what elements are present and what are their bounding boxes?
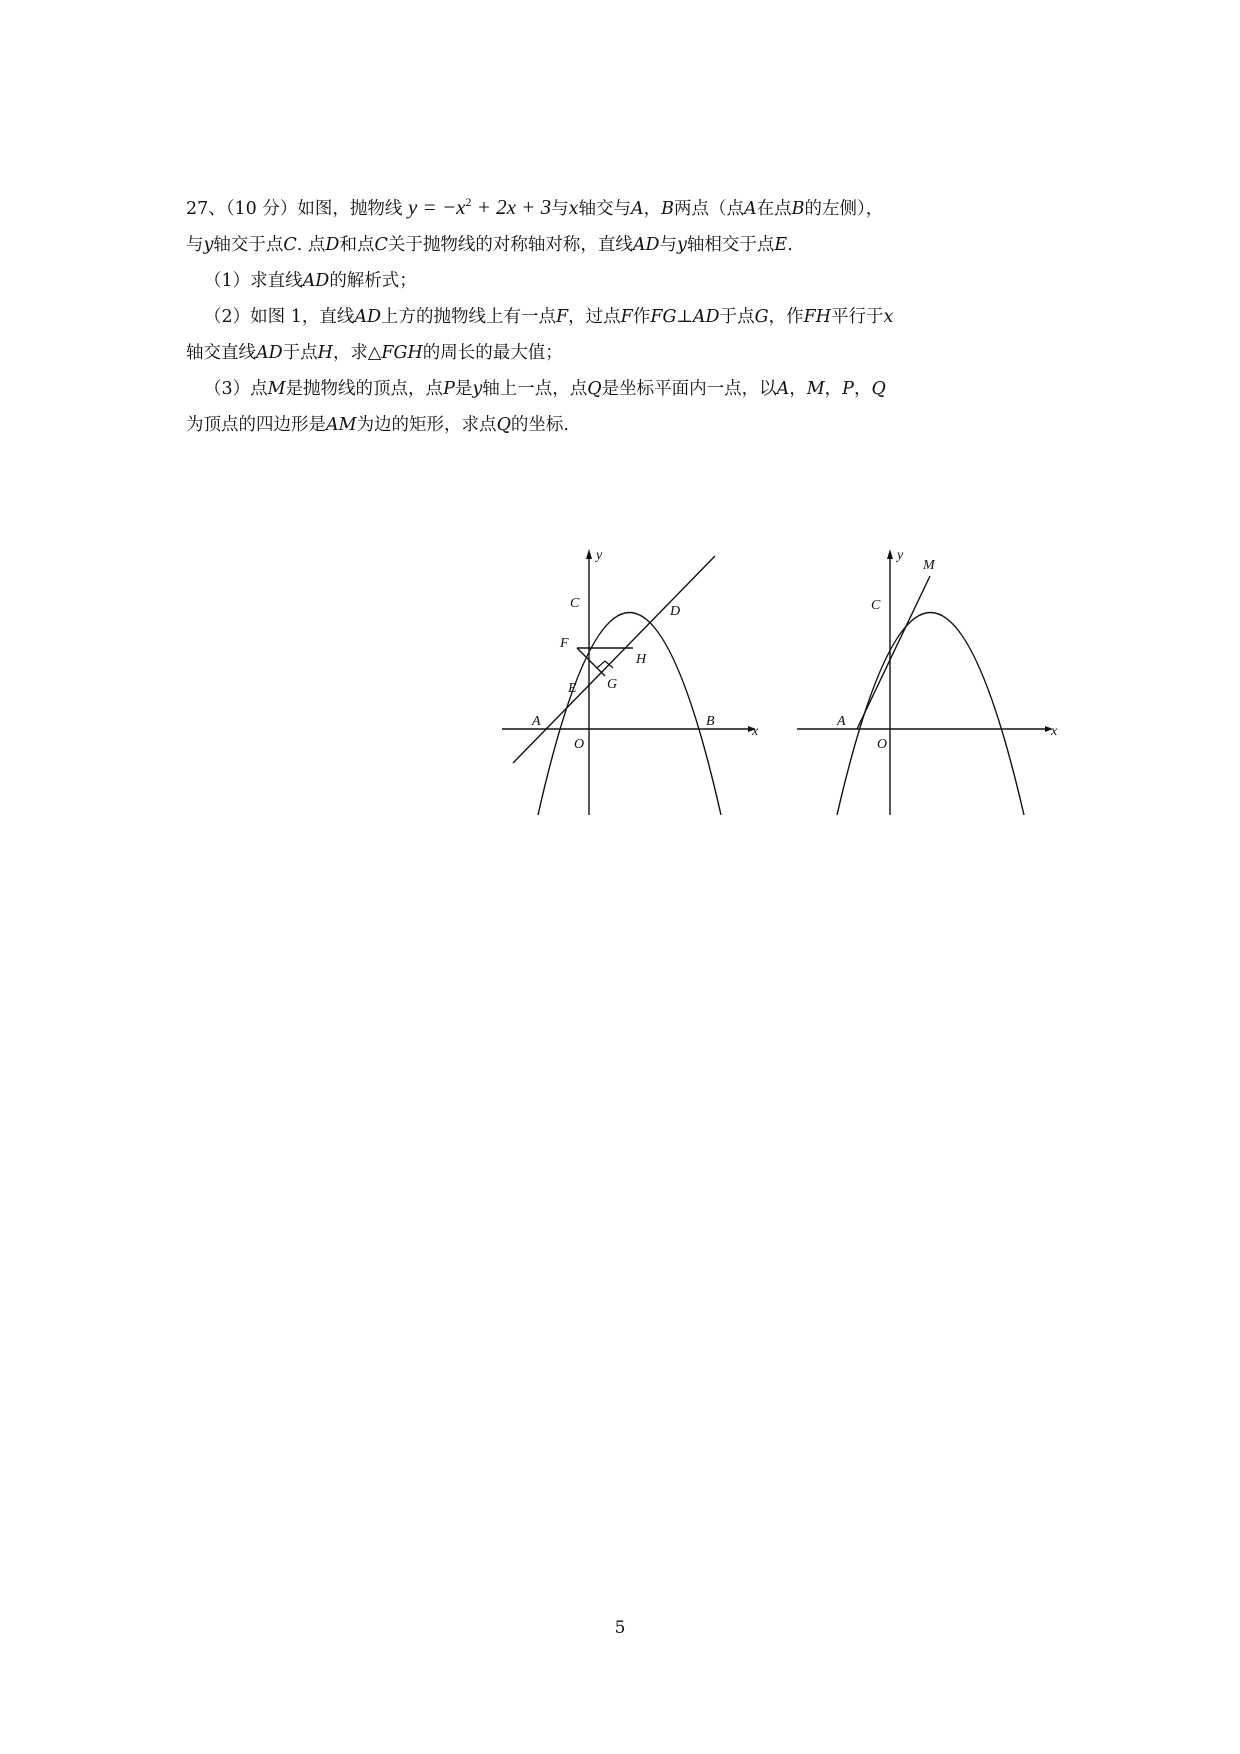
parabola-equation: $y = -x^2 + 2x + 3$ [407,195,552,219]
y-axis-arrow [887,549,893,559]
subquestion-3-line-2: 为顶点的四边形是AM为边的矩形，求点Q的坐标. [186,415,569,435]
segment-FG [577,648,605,676]
label-F: F [560,636,569,651]
subquestion-2-line-1: （2）如图 1，直线AD上方的抛物线上有一点F，过点F作FG⊥AD于点G，作FH平行于x [204,307,894,327]
problem-line-2: 与y轴交于点C. 点D和点C关于抛物线的对称轴对称，直线AD与y轴相交于点E. [186,235,793,255]
problem-line-1: 27、（10 分）如图，抛物线 $y = -x^2 + 2x + 3$与x轴交与A，B两点（点A在点B的左侧）， [186,195,884,219]
y-axis-arrow [586,549,592,559]
label-C: C [570,596,580,611]
label-M: M [923,558,935,573]
subquestion-2-line-2: 轴交直线AD于点H，求△FGH的周长的最大值； [186,343,563,363]
label-C: C [871,598,881,613]
label-O: O [877,737,888,752]
figure-2 [795,545,1065,820]
subquestion-1: （1）求直线AD的解析式； [204,271,417,291]
figure-1 [500,545,760,820]
label-A: A [837,714,846,729]
segment-AM [857,576,930,729]
label-B: B [706,714,715,729]
label-D: D [670,604,681,619]
problem-number: 27、 [186,199,226,219]
label-G: G [607,677,618,692]
label-A: A [532,714,541,729]
subquestion-3-line-1: （3）点M是抛物线的顶点，点P是y轴上一点，点Q是坐标平面内一点，以A，M，P，Q [204,379,886,399]
label-x: x [1051,724,1058,739]
label-O: O [574,737,585,752]
line-AD [513,556,715,763]
label-y: y [596,548,603,563]
page-number: 5 [614,1618,626,1638]
label-E: E [568,681,577,696]
label-y: y [897,548,904,563]
label-x: x [752,724,759,739]
label-H: H [636,652,647,667]
